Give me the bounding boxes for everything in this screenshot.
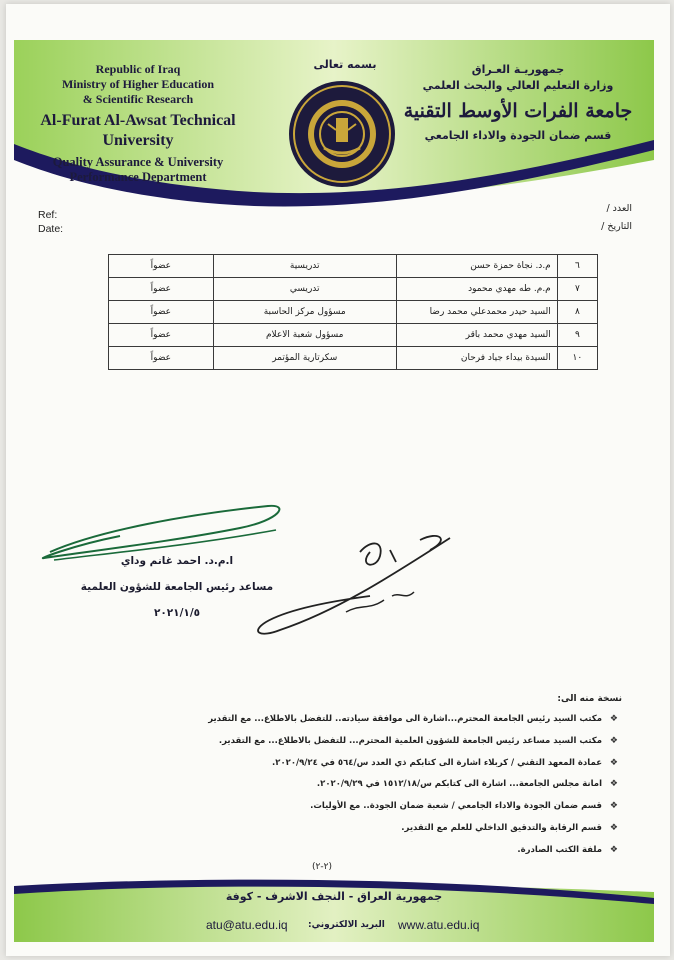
header-english-block [18, 62, 258, 185]
ref-date-block-en [38, 208, 63, 236]
member-position: مسؤول مركز الحاسبة [213, 301, 396, 324]
footer-band [14, 878, 654, 942]
member-name: السيد حيدر محمدعلي محمد رضا [396, 301, 557, 324]
signatory-name: ا.م.د. احمد غانم وداي [120, 555, 234, 567]
ref-date-block-ar [601, 200, 632, 236]
table-row [109, 255, 598, 278]
copy-recipient: مكتب السيد رئيس الجامعة المحترم...اشارة الى موافقة سيادته.. للتفضل بالاطلاع... مع التقدير [208, 714, 602, 724]
country-name-en: Republic of Iraq [95, 62, 181, 76]
members-table [108, 254, 598, 370]
diamond-bullet-icon: ❖ [609, 822, 618, 833]
copy-recipient: عمادة المعهد التقني / كربلاء اشارة الى كتابكم ذي العدد س/٥٦٤ في ٢٠٢٠/٩/٢٤. [272, 757, 602, 768]
footer-address: جمهورية العراق - النجف الاشرف - كوفة [225, 890, 443, 903]
ministry-name-en-2: & Scientific Research [82, 92, 194, 106]
country-name-ar: جمهوريـة العـراق [471, 63, 565, 76]
page-number: (٢-٢) [312, 862, 332, 872]
list-item [188, 799, 618, 821]
number-label-ar: العدد / [606, 203, 632, 214]
copy-recipient: قسم ضمان الجودة والاداء الجامعي / شعبة ضمان الجودة.. مع الأوليات. [310, 801, 602, 812]
list-item [188, 821, 618, 843]
header-arabic-block [398, 62, 638, 144]
basmala: بسمه تعالى [313, 58, 377, 71]
date-label: Date: [38, 223, 64, 235]
list-item [188, 843, 618, 865]
table-row [109, 324, 598, 347]
member-name: السيدة بيداء جياد فرحان [396, 347, 557, 370]
member-role: عضواً [109, 301, 214, 324]
university-name-en: Al-Furat Al-Awsat Technical University [40, 112, 236, 149]
member-number: ٦ [557, 255, 597, 278]
department-name-en: Quality Assurance & University [52, 155, 224, 169]
footer-email-link[interactable]: atu@atu.edu.iq [206, 918, 288, 932]
member-name: م.م. طه مهدي محمود [396, 278, 557, 301]
signatory-title: مساعد رئيس الجامعة للشؤون العلمية [80, 581, 274, 593]
footer-background [14, 878, 654, 942]
list-item [188, 756, 618, 778]
table-row [109, 278, 598, 301]
list-item [188, 712, 618, 734]
member-role: عضواً [109, 324, 214, 347]
copy-recipient: امانة مجلس الجامعة... اشارة الى كتابكم س/١٥١٢/١٨ في ٢٠٢٠/٩/٢٩. [316, 779, 602, 790]
ref-label: Ref: [38, 209, 58, 221]
diamond-bullet-icon: ❖ [609, 714, 618, 724]
member-position: تدريسي [213, 278, 396, 301]
list-item [188, 734, 618, 756]
diamond-bullet-icon: ❖ [609, 757, 618, 768]
department-name-ar: قسم ضمان الجودة والاداء الجامعي [424, 129, 612, 142]
ministry-name-en: Ministry of Higher Education [61, 77, 215, 91]
member-role: عضواً [109, 278, 214, 301]
copy-recipient: ملفة الكتب الصادرة. [517, 844, 602, 855]
footer-email-label: البريد الالكتروني: [308, 920, 385, 930]
footer-website-link[interactable]: www.atu.edu.iq [398, 918, 480, 932]
member-number: ٧ [557, 278, 597, 301]
university-seal-logo [286, 78, 398, 190]
member-position: تدريسية [213, 255, 396, 278]
diamond-bullet-icon: ❖ [609, 801, 618, 812]
signature-block [52, 548, 302, 626]
list-item [188, 777, 618, 799]
member-number: ٩ [557, 324, 597, 347]
university-name-ar: جامعة الفرات الأوسط التقنية [403, 100, 633, 122]
member-position: مسؤول شعبة الاعلام [213, 324, 396, 347]
member-name: م.د. نجاة حمزة حسن [396, 255, 557, 278]
table-row [109, 301, 598, 324]
member-number: ٨ [557, 301, 597, 324]
diamond-bullet-icon: ❖ [609, 779, 618, 790]
members-table-body [109, 255, 598, 370]
department-name-en-2: Performance Department [69, 170, 207, 184]
ministry-name-ar: وزارة التعليم العالي والبحث العلمي [422, 79, 614, 92]
table-row [109, 347, 598, 370]
copies-heading: نسخة منه الى: [557, 694, 622, 704]
member-role: عضواً [109, 347, 214, 370]
member-position: سكرتارية المؤتمر [213, 347, 396, 370]
member-name: السيد مهدي محمد باقر [396, 324, 557, 347]
member-number: ١٠ [557, 347, 597, 370]
diamond-bullet-icon: ❖ [609, 735, 618, 746]
member-role: عضواً [109, 255, 214, 278]
copy-recipient: مكتب السيد مساعد رئيس الجامعة للشؤون العلمية المحترم... للتفضل بالاطلاع... مع التقدير. [218, 735, 602, 746]
date-label-ar: التاريخ / [601, 221, 632, 232]
copy-recipient: قسم الرقابة والتدقيق الداخلي للعلم مع التقدير. [401, 822, 602, 833]
copies-list [188, 712, 618, 865]
diamond-bullet-icon: ❖ [609, 844, 618, 855]
signature-date: ٢٠٢١/١/٥ [153, 607, 201, 619]
